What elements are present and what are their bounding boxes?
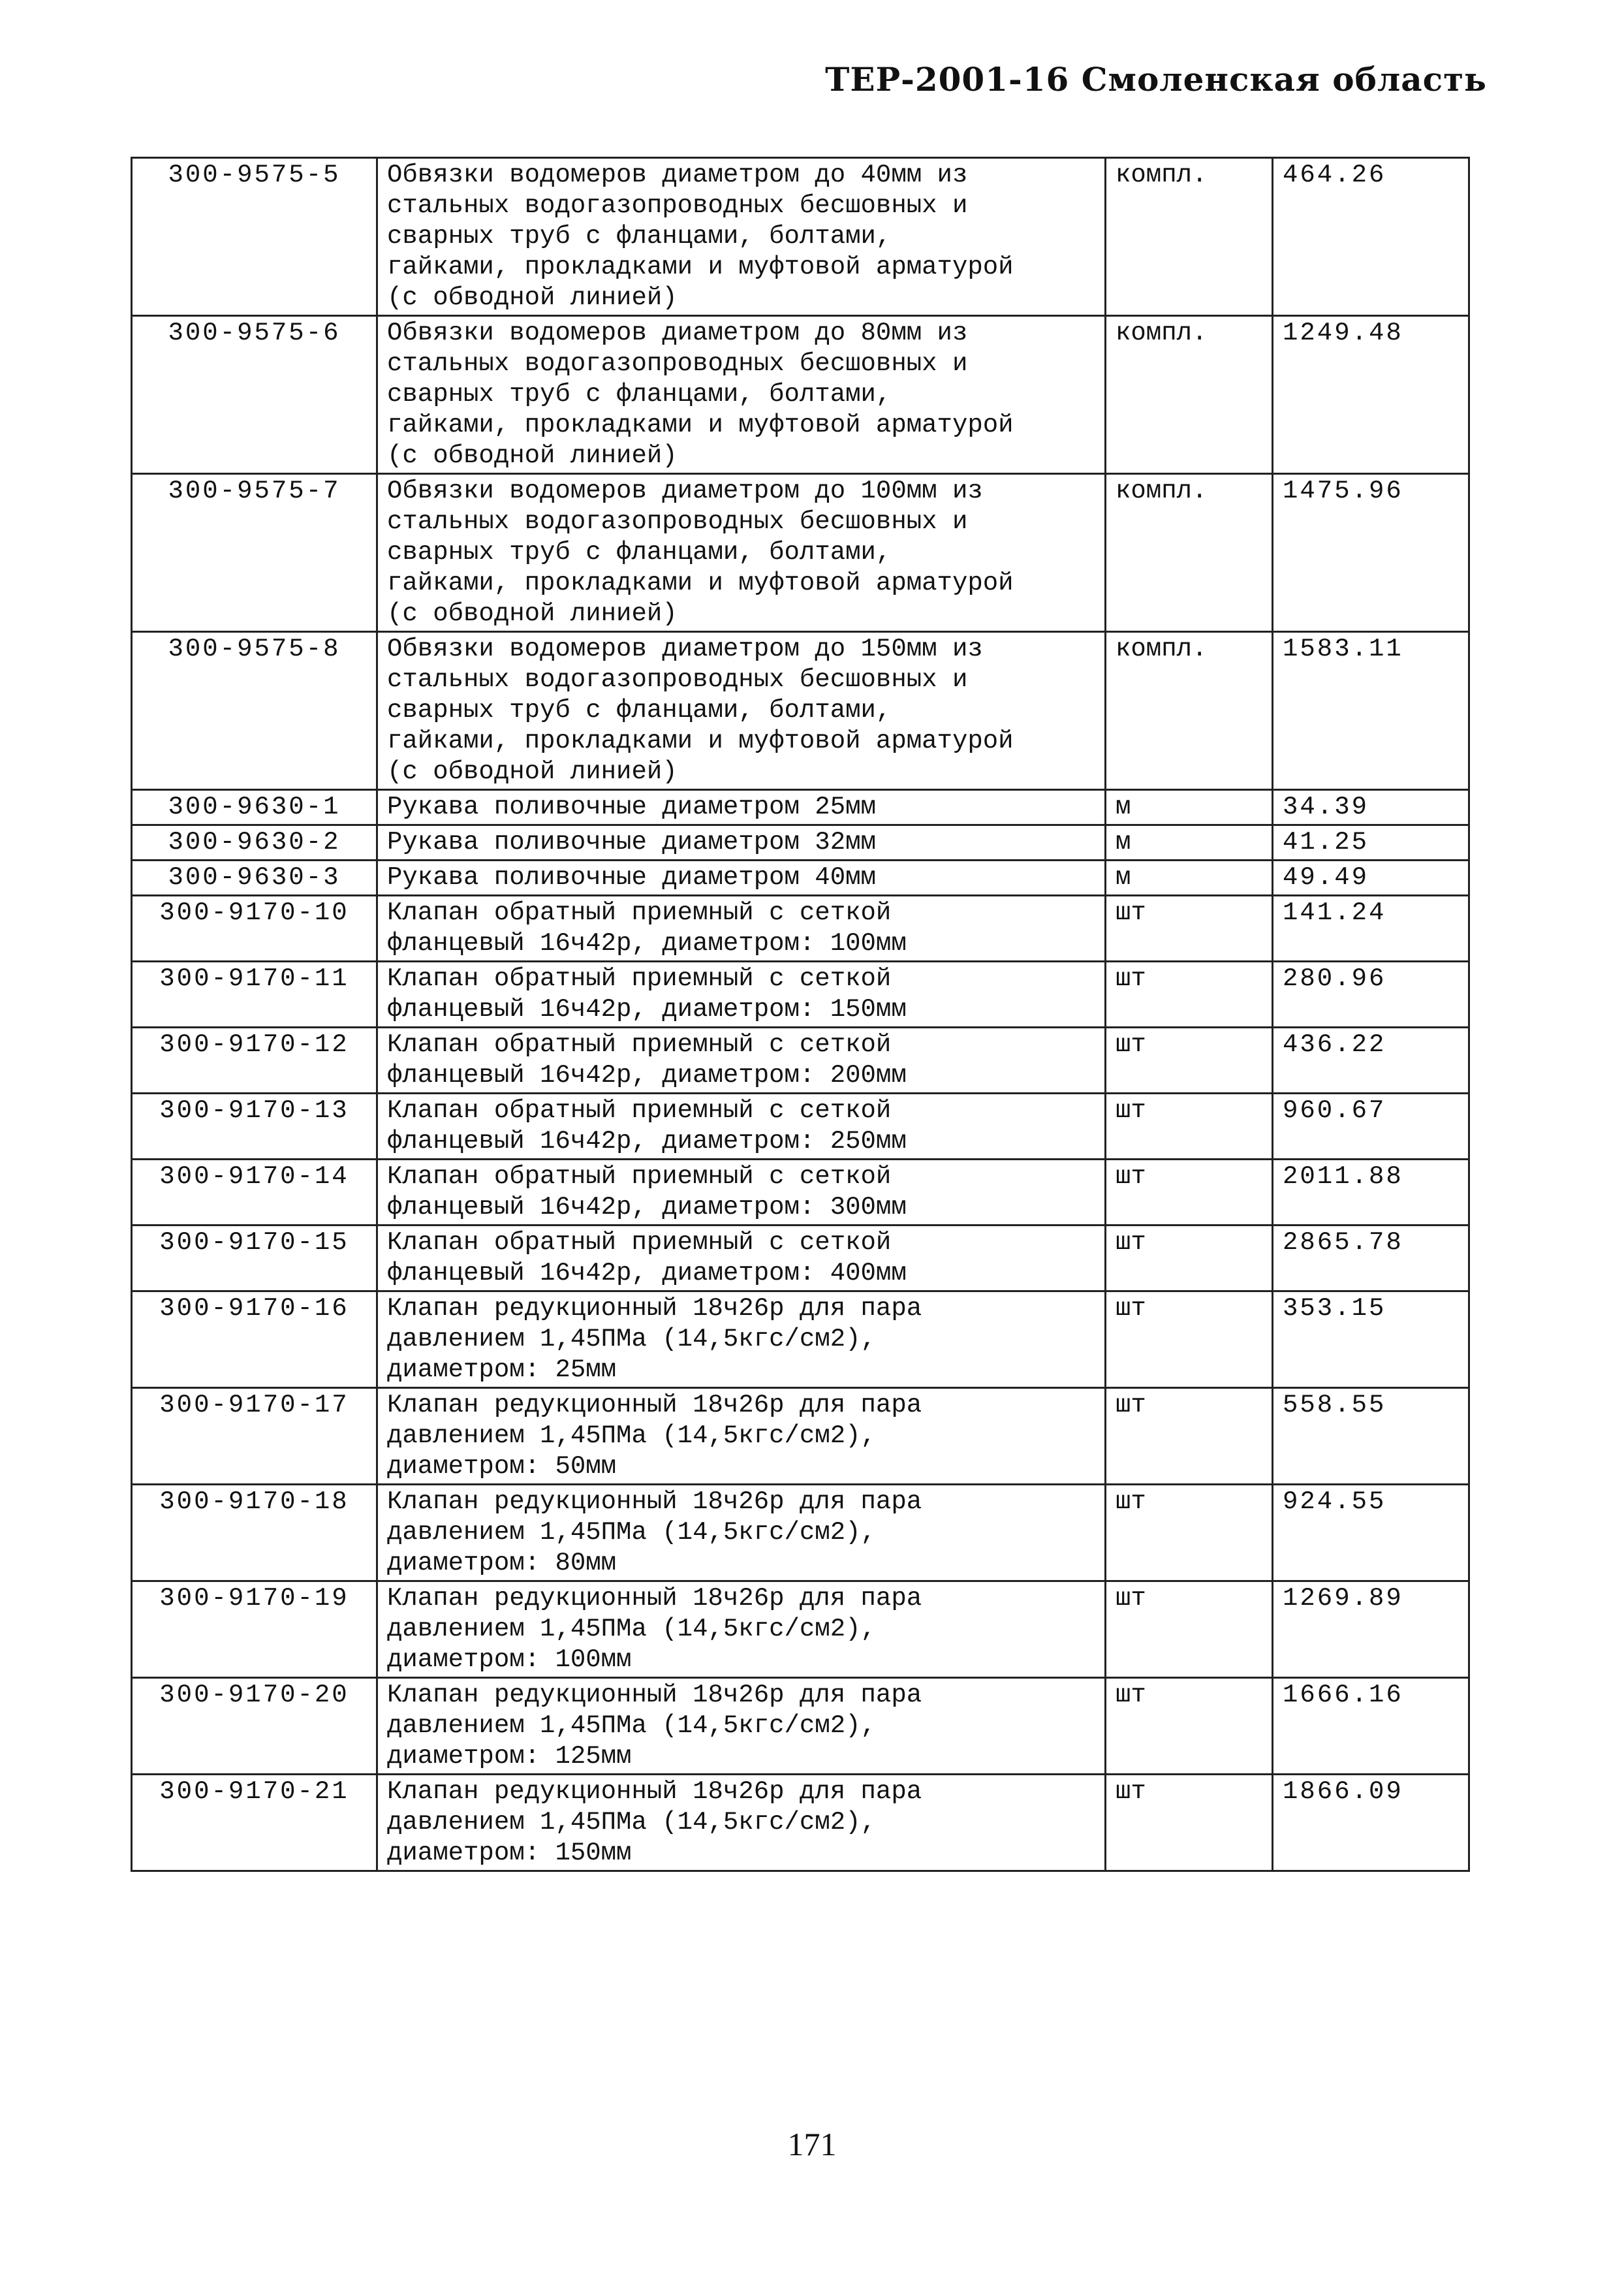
- item-unit: шт: [1106, 1094, 1273, 1160]
- table-row: [132, 474, 1469, 632]
- item-code: 300-9170-16: [132, 1291, 377, 1388]
- item-name: Клапан обратный приемный с сеткой фланцевый 16ч42р, диаметром: 100мм: [377, 896, 1106, 962]
- item-unit: шт: [1106, 1775, 1273, 1871]
- item-code: 300-9170-13: [132, 1094, 377, 1160]
- page-header-title: ТЕР-2001-16 Смоленская область: [825, 60, 1487, 99]
- item-unit: м: [1106, 825, 1273, 861]
- item-code: 300-9170-18: [132, 1485, 377, 1581]
- item-code: 300-9630-1: [132, 790, 377, 825]
- item-code: 300-9575-5: [132, 158, 377, 316]
- item-price: 960.67: [1273, 1094, 1469, 1160]
- item-code: 300-9575-8: [132, 632, 377, 790]
- item-price: 280.96: [1273, 962, 1469, 1028]
- table-row: [132, 896, 1469, 962]
- item-code: 300-9170-20: [132, 1678, 377, 1775]
- page-number: 171: [787, 2126, 837, 2162]
- price-table: [131, 157, 1470, 1872]
- item-code: 300-9575-6: [132, 316, 377, 474]
- table-row: [132, 1678, 1469, 1775]
- item-name: Клапан обратный приемный с сеткой фланцевый 16ч42р, диаметром: 250мм: [377, 1094, 1106, 1160]
- item-name: Клапан редукционный 18ч26р для пара давлением 1,45ПМа (14,5кгс/см2), диаметром: 125мм: [377, 1678, 1106, 1775]
- item-unit: м: [1106, 790, 1273, 825]
- item-price: 1666.16: [1273, 1678, 1469, 1775]
- item-code: 300-9630-3: [132, 861, 377, 896]
- table-row: [132, 1485, 1469, 1581]
- item-name: Клапан редукционный 18ч26р для пара давлением 1,45ПМа (14,5кгс/см2), диаметром: 150мм: [377, 1775, 1106, 1871]
- item-unit: шт: [1106, 1226, 1273, 1291]
- table-row: [132, 1226, 1469, 1291]
- item-price: 141.24: [1273, 896, 1469, 962]
- item-unit: шт: [1106, 1678, 1273, 1775]
- item-name: Клапан редукционный 18ч26р для пара давлением 1,45ПМа (14,5кгс/см2), диаметром: 50мм: [377, 1388, 1106, 1485]
- item-unit: шт: [1106, 1581, 1273, 1678]
- item-code: 300-9170-17: [132, 1388, 377, 1485]
- item-price: 2865.78: [1273, 1226, 1469, 1291]
- item-price: 436.22: [1273, 1028, 1469, 1094]
- item-code: 300-9170-21: [132, 1775, 377, 1871]
- item-code: 300-9170-12: [132, 1028, 377, 1094]
- item-price: 1866.09: [1273, 1775, 1469, 1871]
- item-name: Клапан редукционный 18ч26р для пара давлением 1,45ПМа (14,5кгс/см2), диаметром: 80мм: [377, 1485, 1106, 1581]
- item-price: 464.26: [1273, 158, 1469, 316]
- item-code: 300-9170-19: [132, 1581, 377, 1678]
- item-price: 41.25: [1273, 825, 1469, 861]
- item-code: 300-9170-15: [132, 1226, 377, 1291]
- item-name: Клапан редукционный 18ч26р для пара давлением 1,45ПМа (14,5кгс/см2), диаметром: 25мм: [377, 1291, 1106, 1388]
- table-row: [132, 1028, 1469, 1094]
- item-name: Обвязки водомеров диаметром до 100мм из стальных водогазопроводных бесшовных и сварных труб с фланцами, болтами, гайками, прокладками и муфтовой арматурой (с обводной линией): [377, 474, 1106, 632]
- table-row: [132, 1775, 1469, 1871]
- item-unit: шт: [1106, 1291, 1273, 1388]
- item-name: Клапан обратный приемный с сеткой фланцевый 16ч42р, диаметром: 300мм: [377, 1160, 1106, 1226]
- item-code: 300-9575-7: [132, 474, 377, 632]
- price-table-body: [132, 158, 1469, 1871]
- item-unit: шт: [1106, 1485, 1273, 1581]
- item-price: 2011.88: [1273, 1160, 1469, 1226]
- item-name: Обвязки водомеров диаметром до 150мм из стальных водогазопроводных бесшовных и сварных труб с фланцами, болтами, гайками, прокладками и муфтовой арматурой (с обводной линией): [377, 632, 1106, 790]
- table-row: [132, 632, 1469, 790]
- item-unit: компл.: [1106, 632, 1273, 790]
- item-name: Клапан редукционный 18ч26р для пара давлением 1,45ПМа (14,5кгс/см2), диаметром: 100мм: [377, 1581, 1106, 1678]
- item-unit: шт: [1106, 1028, 1273, 1094]
- table-row: [132, 1160, 1469, 1226]
- item-code: 300-9170-10: [132, 896, 377, 962]
- item-name: Обвязки водомеров диаметром до 80мм из стальных водогазопроводных бесшовных и сварных труб с фланцами, болтами, гайками, прокладками и муфтовой арматурой (с обводной линией): [377, 316, 1106, 474]
- item-unit: компл.: [1106, 316, 1273, 474]
- item-unit: шт: [1106, 962, 1273, 1028]
- item-unit: м: [1106, 861, 1273, 896]
- item-name: Клапан обратный приемный с сеткой фланцевый 16ч42р, диаметром: 400мм: [377, 1226, 1106, 1291]
- item-name: Клапан обратный приемный с сеткой фланцевый 16ч42р, диаметром: 200мм: [377, 1028, 1106, 1094]
- item-unit: компл.: [1106, 158, 1273, 316]
- item-code: 300-9170-14: [132, 1160, 377, 1226]
- item-price: 924.55: [1273, 1485, 1469, 1581]
- item-name: Клапан обратный приемный с сеткой фланцевый 16ч42р, диаметром: 150мм: [377, 962, 1106, 1028]
- item-code: 300-9630-2: [132, 825, 377, 861]
- table-row: [132, 1388, 1469, 1485]
- table-row: [132, 962, 1469, 1028]
- item-price: 1269.89: [1273, 1581, 1469, 1678]
- item-price: 1249.48: [1273, 316, 1469, 474]
- item-unit: шт: [1106, 1388, 1273, 1485]
- item-price: 34.39: [1273, 790, 1469, 825]
- item-price: 558.55: [1273, 1388, 1469, 1485]
- table-row: [132, 790, 1469, 825]
- item-price: 1583.11: [1273, 632, 1469, 790]
- item-unit: компл.: [1106, 474, 1273, 632]
- item-code: 300-9170-11: [132, 962, 377, 1028]
- table-row: [132, 825, 1469, 861]
- item-name: Рукава поливочные диаметром 25мм: [377, 790, 1106, 825]
- item-name: Рукава поливочные диаметром 32мм: [377, 825, 1106, 861]
- table-row: [132, 158, 1469, 316]
- item-unit: шт: [1106, 896, 1273, 962]
- table-row: [132, 316, 1469, 474]
- table-row: [132, 1291, 1469, 1388]
- item-name: Рукава поливочные диаметром 40мм: [377, 861, 1106, 896]
- item-price: 49.49: [1273, 861, 1469, 896]
- table-row: [132, 1094, 1469, 1160]
- item-price: 353.15: [1273, 1291, 1469, 1388]
- table-row: [132, 1581, 1469, 1678]
- item-name: Обвязки водомеров диаметром до 40мм из стальных водогазопроводных бесшовных и сварных труб с фланцами, болтами, гайками, прокладками и муфтовой арматурой (с обводной линией): [377, 158, 1106, 316]
- table-row: [132, 861, 1469, 896]
- item-price: 1475.96: [1273, 474, 1469, 632]
- item-unit: шт: [1106, 1160, 1273, 1226]
